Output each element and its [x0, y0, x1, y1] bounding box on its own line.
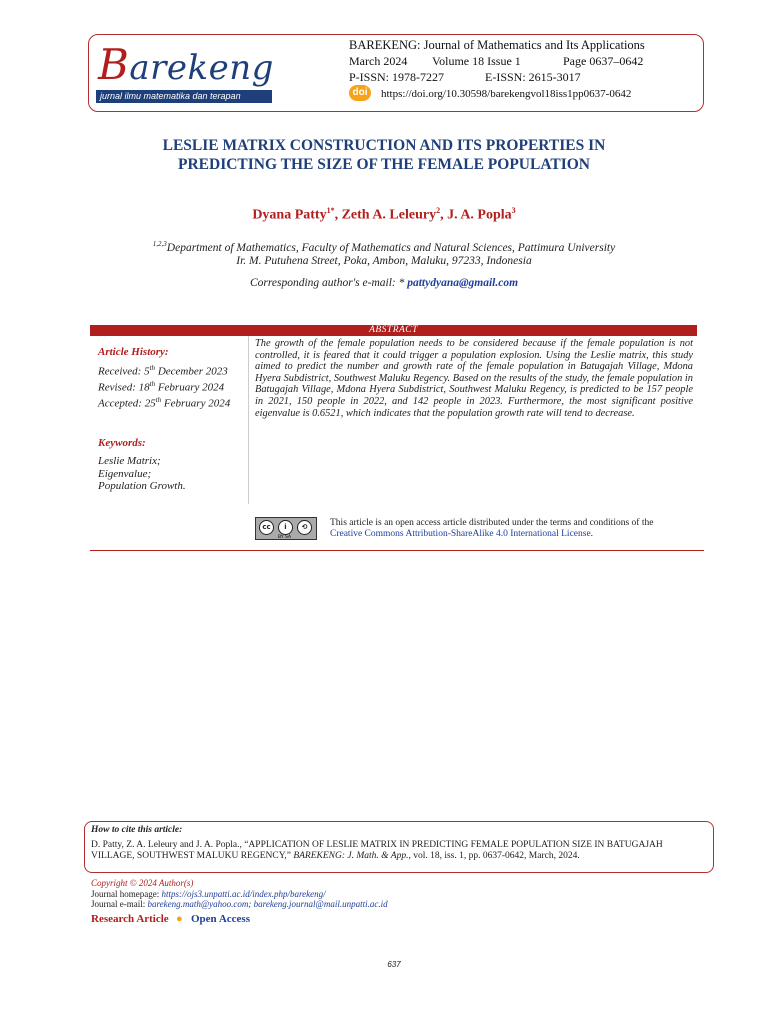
logo-wordmark: [98, 40, 274, 89]
cc-by-sa-badge-icon[interactable]: [255, 517, 317, 540]
page-range: Page 0637–0642: [563, 54, 644, 68]
keyword-item: Population Growth.: [98, 480, 186, 492]
corresponding-label: Corresponding author's e-mail: *: [249, 277, 408, 289]
page-number: 637: [387, 960, 401, 969]
abstract-heading-band: ABSTRACT: [90, 325, 697, 336]
barekeng-logo: [94, 40, 274, 106]
author-list: [100, 206, 668, 224]
research-article-label: Research Article: [91, 913, 169, 925]
author-separator: ,: [334, 207, 342, 223]
journal-email-line: [91, 899, 388, 909]
journal-name: BAREKENG: Journal of Mathematics and Its Applications: [349, 38, 645, 52]
received-month: December 2023: [155, 365, 228, 378]
accepted-text: Accepted: 25: [98, 397, 156, 410]
affiliation-line-2: Ir. M. Putuhena Street, Poka, Ambon, Maluku, 97233, Indonesia: [236, 255, 532, 267]
author-name: J. A. Popla: [447, 207, 512, 223]
logo-tagline: jurnal ilmu matematika dan terapan: [96, 90, 272, 103]
revised-date: [98, 378, 230, 394]
paper-title: [100, 136, 668, 174]
author-superscript: 2: [436, 206, 441, 215]
author-superscript: 3: [511, 206, 516, 215]
homepage-label: Journal homepage:: [91, 889, 162, 899]
cc-icon: cc: [259, 520, 274, 535]
keywords-heading: Keywords:: [98, 437, 146, 449]
accepted-month: February 2024: [161, 397, 231, 410]
revised-sup: th: [149, 380, 156, 389]
journal-email-link[interactable]: barekeng.math@yahoo.com; barekeng.journal@mail.unpatti.ac.id: [147, 899, 388, 909]
citation-heading: How to cite this article:: [91, 825, 183, 835]
doi-link[interactable]: https://doi.org/10.30598/barekengvol18iss1pp0637-0642: [381, 88, 632, 100]
bullet-dot-icon: ●: [176, 913, 183, 925]
affiliation-superscript: 1,2,3: [152, 240, 167, 248]
issue-date: March 2024: [349, 54, 408, 68]
logo-word-rest: arekeng: [129, 48, 274, 88]
author-superscript: 1*: [326, 206, 335, 215]
e-issn: E-ISSN: 2615-3017: [485, 70, 581, 84]
title-line-1: LESLIE MATRIX CONSTRUCTION AND ITS PROPERTIES IN: [162, 137, 606, 154]
sa-icon: ⟲: [297, 520, 312, 535]
license-end: .: [590, 529, 594, 539]
license-statement: [330, 518, 710, 540]
license-link[interactable]: Creative Commons Attribution-ShareAlike 4.0 International License: [330, 529, 591, 539]
citation-plain: D. Patty, Z. A. Leleury and J. A. Popla., “APPLICATION OF LESLIE MATRIX IN PREDICTING FEMALE POPULATION SIZE IN BATUGAJAH VILLAGE, SOUTHWEST MALUKU REGENCY,”: [91, 840, 663, 861]
keywords-list: [98, 455, 186, 493]
article-history-heading: Article History:: [98, 346, 169, 358]
accepted-sup: th: [155, 396, 162, 405]
affiliation-line-1: [100, 240, 668, 254]
keyword-item: Leslie Matrix;: [98, 455, 161, 467]
revised-month: February 2024: [155, 381, 225, 394]
by-icon: i: [278, 520, 293, 535]
p-issn: P-ISSN: 1978-7227: [349, 70, 445, 84]
homepage-line: [91, 889, 326, 899]
revised-text: Revised: 18: [98, 381, 150, 394]
abstract-body: The growth of the female population needs to be considered because if the female population is not controlled, it is feared that it could trigger a population explosion. Using the Leslie matrix, this study aimed to predict the number and growth rate of the female population in Batugajah Village, Mdona Hyera Subdistrict, Southwest Maluku Regency. Based on the results of the study, the female population in Batugajah Village, Mdona Hyera Subdistrict, Southwest Maluku Regency, is predicted to be 157 people in 2021, 150 people in 2022, and 142 people in 2023. Furthermore, the most significant positive eigenvalue is 0.6521, which indicates that the population growth rate will tend to decrease.: [255, 338, 693, 419]
article-history-list: [98, 362, 230, 410]
column-divider: [248, 336, 249, 504]
email-label: Journal e-mail:: [91, 899, 148, 909]
received-date: [98, 362, 230, 378]
accepted-date: [98, 394, 230, 410]
corresponding-email-link[interactable]: pattydyana@gmail.com: [407, 277, 519, 289]
author-separator: ,: [440, 207, 448, 223]
doi-icon: doi: [349, 85, 371, 101]
author-name: Dyana Patty: [252, 207, 327, 223]
citation-end: , vol. 18, iss. 1, pp. 0637-0642, March, 2024.: [408, 851, 580, 861]
author-name: Zeth A. Leleury: [341, 207, 437, 223]
citation-journal: BAREKENG: J. Math. & App.: [293, 851, 409, 861]
copyright-line: Copyright © 2024 Author(s): [91, 878, 194, 888]
affiliation-text: Department of Mathematics, Faculty of Mathematics and Natural Sciences, Pattimura University: [166, 241, 616, 254]
cc-badge-sublabel: BY SA: [278, 535, 292, 540]
homepage-link[interactable]: https://ojs3.unpatti.ac.id/index.php/barekeng/: [161, 889, 326, 899]
logo-initial: B: [98, 40, 130, 89]
license-text: This article is an open access article distributed under the terms and conditions of the: [330, 518, 654, 528]
corresponding-author: [100, 277, 668, 289]
citation-text: [91, 840, 706, 862]
issue-volume: Volume 18 Issue 1: [432, 54, 521, 68]
open-access-label: Open Access: [191, 913, 250, 925]
received-text: Received: 5: [98, 365, 150, 378]
section-divider: [90, 550, 704, 551]
received-sup: th: [149, 364, 156, 372]
keyword-item: Eigenvalue;: [98, 467, 152, 480]
title-line-2: PREDICTING THE SIZE OF THE FEMALE POPULATION: [178, 156, 590, 173]
